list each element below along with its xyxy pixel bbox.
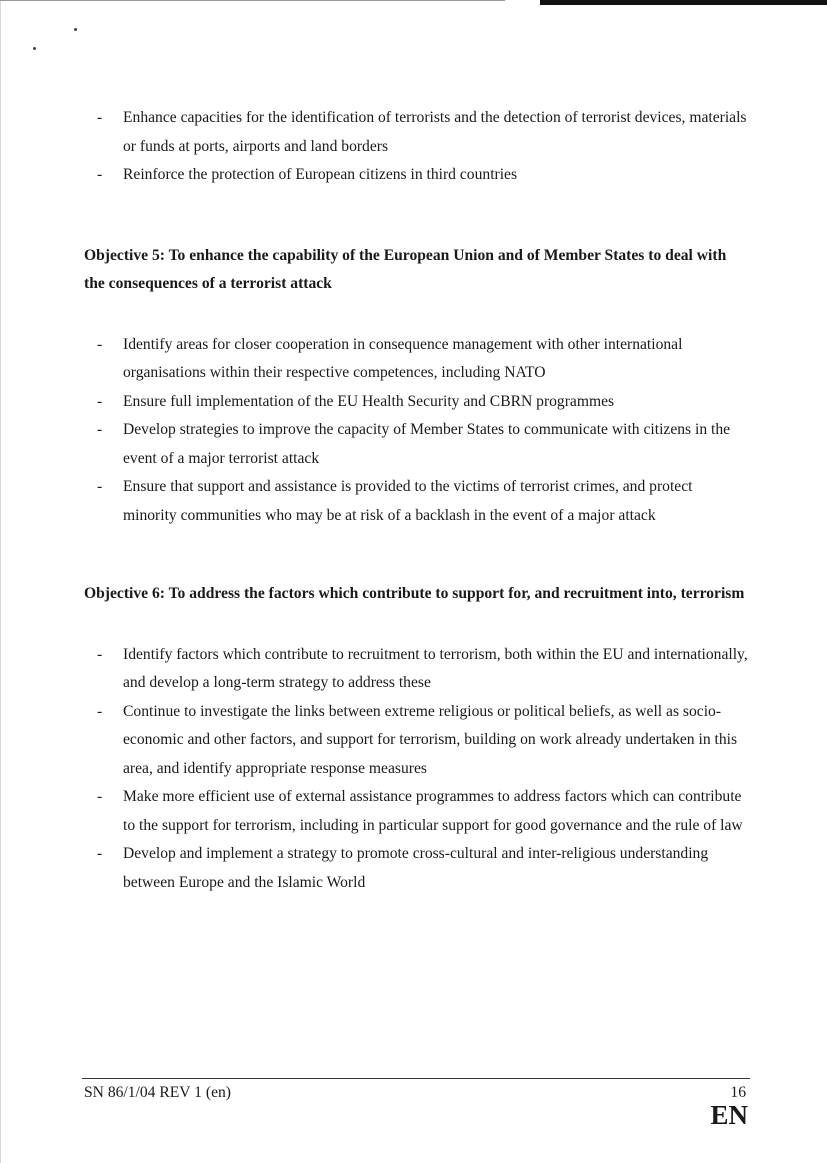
list-item-text: Ensure that support and assistance is provided to the victims of terrorist crimes, and protect minority communities who may be at risk of a backlash in the event of a major attack (123, 478, 693, 524)
footer-rule (82, 1078, 750, 1079)
scan-top-line (0, 0, 505, 1)
list-item-text: Develop strategies to improve the capacity of Member States to communicate with citizens in the event of a major terrorist attack (123, 421, 731, 467)
bullet-dash: - (97, 109, 103, 126)
list-item (84, 698, 749, 784)
document-reference: SN 86/1/04 REV 1 (en) (84, 1084, 231, 1101)
objective-6-list (84, 641, 749, 898)
list-item-text: Continue to investigate the links between extreme religious or political beliefs, as well as socio-economic and other factors, and support for terrorism, building on work already undertaken in this area, and identify appropriate response measures (123, 702, 738, 777)
scan-speck (74, 28, 77, 31)
page-left-edge (0, 0, 1, 1163)
scan-top-bar (540, 0, 827, 5)
page-content (84, 104, 749, 897)
bullet-dash: - (97, 845, 103, 862)
bullet-dash: - (97, 166, 103, 183)
list-item (84, 388, 749, 417)
bullet-dash: - (97, 478, 103, 495)
list-item (84, 783, 749, 840)
list-item-text: Make more efficient use of external assistance programmes to address factors which can contribute to the support for terrorism, including in particular support for good governance and the rule of law (123, 788, 743, 834)
list-item-text: Reinforce the protection of European citizens in third countries (123, 166, 518, 183)
bullet-dash: - (97, 788, 103, 805)
page-number: 16 (730, 1084, 746, 1101)
bullet-dash: - (97, 702, 103, 720)
scan-speck (33, 47, 36, 50)
list-item (84, 416, 749, 473)
list-item (84, 641, 749, 698)
list-item-text: Identify areas for closer cooperation in consequence management with other international organisations within their respective competences, including NATO (123, 335, 683, 381)
bullet-dash: - (97, 335, 103, 353)
list-item-text: Identify factors which contribute to recruitment to terrorism, both within the EU and internationally, and develop a long-term strategy to address these (123, 645, 748, 691)
objective-5-heading: Objective 5: To enhance the capability of the European Union and of Member States to deal with the consequences of a terrorist attack (84, 246, 727, 292)
objective-5-list (84, 331, 749, 531)
top-bullet-list (84, 104, 749, 190)
list-item (84, 840, 749, 897)
language-code: EN (710, 1100, 748, 1130)
list-item-text: Enhance capacities for the identification of terrorists and the detection of terrorist devices, materials or funds at ports, airports and land borders (123, 109, 747, 155)
list-item (84, 473, 749, 530)
list-item (84, 104, 749, 161)
list-item (84, 161, 749, 190)
bullet-dash: - (97, 421, 103, 438)
list-item-text: Ensure full implementation of the EU Health Security and CBRN programmes (123, 392, 615, 410)
list-item (84, 331, 749, 388)
objective-6-heading: Objective 6: To address the factors which contribute to support for, and recruitment into, terrorism (84, 585, 745, 602)
bullet-dash: - (97, 645, 103, 663)
bullet-dash: - (97, 392, 103, 410)
list-item-text: Develop and implement a strategy to promote cross-cultural and inter-religious understanding between Europe and the Islamic World (123, 845, 709, 891)
